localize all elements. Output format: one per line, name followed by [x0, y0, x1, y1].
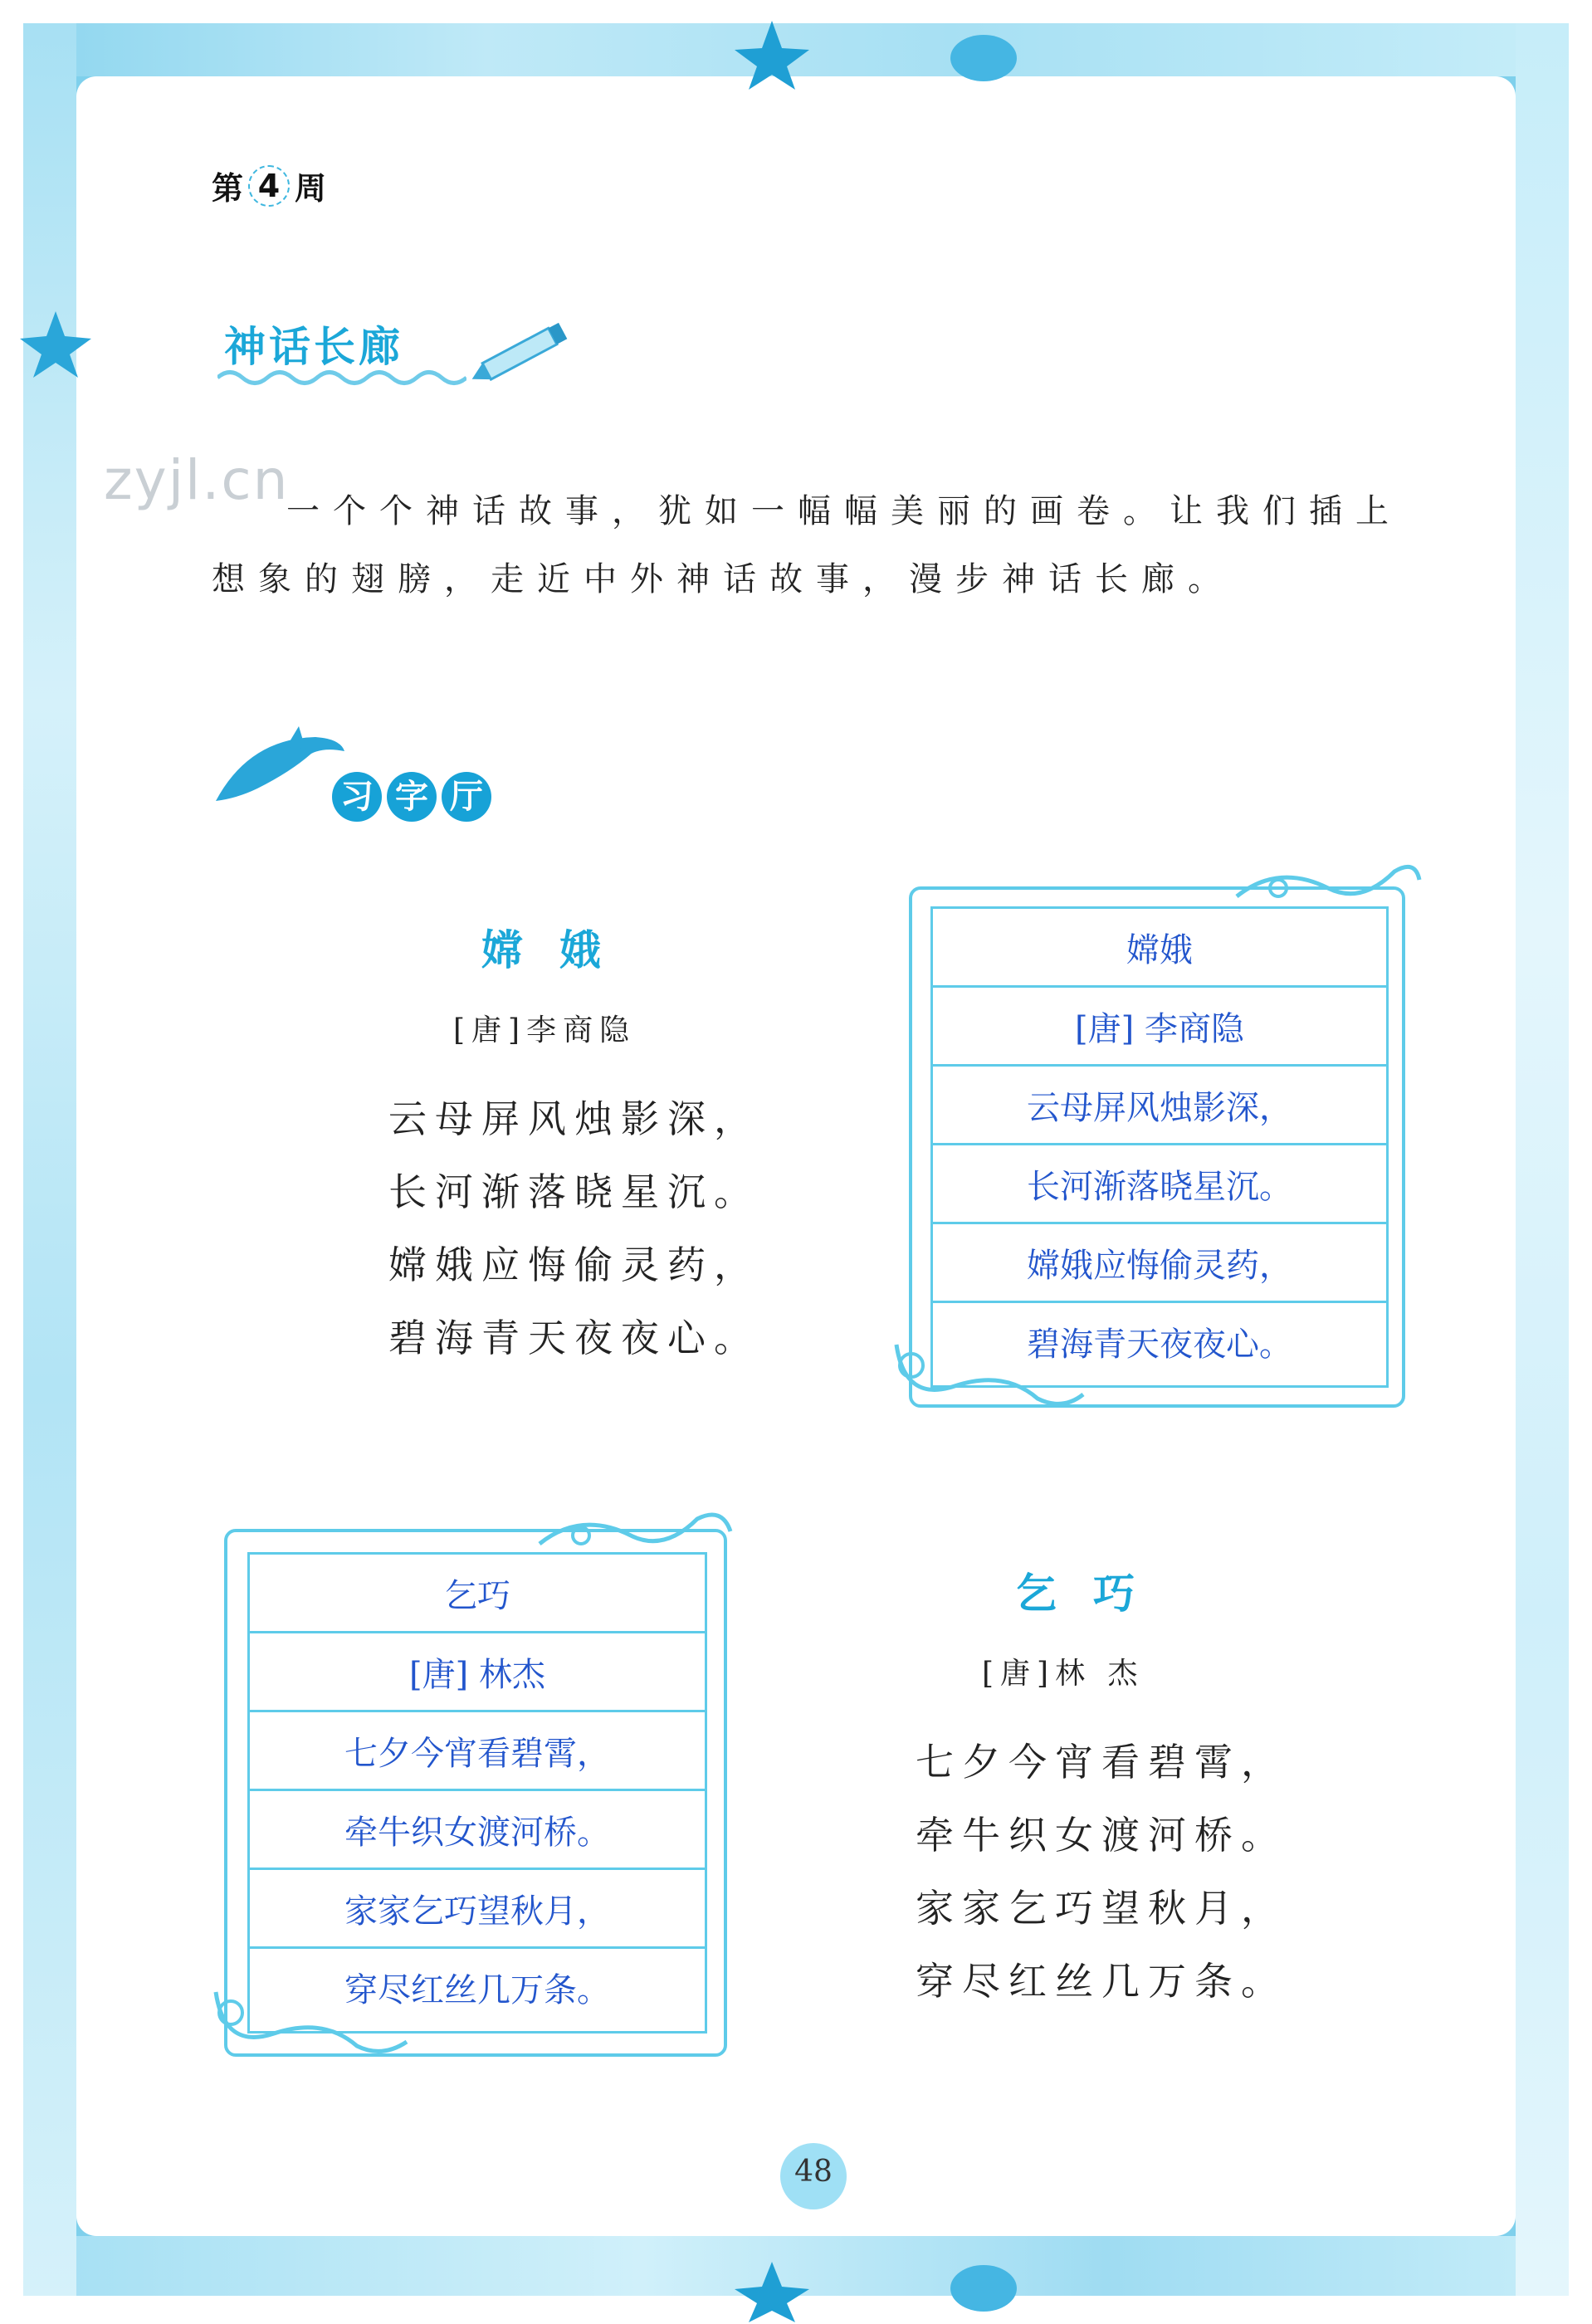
- poem-line: 穿尽红丝几万条。: [916, 1959, 1287, 2004]
- week-number: 4: [248, 165, 290, 207]
- pencil-icon: [465, 314, 581, 388]
- section-title: 神话长廊: [224, 323, 403, 371]
- starfish-left-icon: [17, 307, 95, 382]
- copy-grid: [930, 906, 1389, 1388]
- copy-row-title: 乞巧: [250, 1555, 705, 1633]
- poem-line: 长河渐落晓星沉。: [388, 1169, 760, 1214]
- starfish-bottom-icon: [730, 2258, 813, 2324]
- poem-chang-e: [388, 917, 760, 1374]
- poem-qi-qiao: [916, 1560, 1287, 2018]
- poem-line: 碧海青天夜夜心。: [388, 1316, 760, 1360]
- copy-row-line: 嫦娥应悔偷灵药，: [933, 1224, 1386, 1303]
- watermark: zyjl.cn: [104, 448, 290, 512]
- wave-underline-icon: [217, 365, 466, 390]
- poem-line: 云母屏风烛影深，: [388, 1096, 760, 1141]
- copy-row-title: 嫦娥: [933, 909, 1386, 988]
- copy-grid: [247, 1552, 707, 2034]
- copy-row-author: [唐] 李商隐: [933, 988, 1386, 1067]
- copy-row-line: 七夕今宵看碧霄，: [250, 1712, 705, 1791]
- frame-flourish-icon: [1228, 855, 1428, 913]
- copy-row-line: 碧海青天夜夜心。: [1027, 1325, 1292, 1364]
- frame-right-border: [1516, 23, 1569, 2296]
- starfish-icon: [730, 17, 813, 91]
- frame-flourish-bottom-icon-2: [208, 1975, 415, 2067]
- week-label: [212, 163, 326, 208]
- frame-flourish-bottom-icon: [888, 1328, 1087, 1419]
- copy-row-line: 云母屏风烛影深，: [933, 1067, 1386, 1145]
- practice-hall-badge: [332, 772, 491, 822]
- poem-author: [唐]李商隐: [453, 1013, 637, 1047]
- copy-row-line: 家家乞巧望秋月，: [250, 1870, 705, 1949]
- shell-icon: [946, 29, 1021, 87]
- week-suffix: 周: [295, 170, 327, 207]
- page-number: 48: [780, 2143, 847, 2209]
- poem-line: 牵牛织女渡河桥。: [916, 1813, 1287, 1858]
- frame-flourish-icon-2: [531, 1502, 739, 1569]
- intro-text: 一个个神话故事，犹如一幅幅美丽的画卷。让我们插上想象的翅膀，走近中外神话故事，漫步神话长廊。: [212, 492, 1402, 598]
- dolphin-icon: [208, 722, 349, 813]
- copy-row-line: 长河渐落晓星沉。: [933, 1145, 1386, 1224]
- intro-paragraph: [212, 477, 1432, 613]
- poem-author: [唐]林 杰: [982, 1657, 1145, 1691]
- poem-line: 家家乞巧望秋月，: [916, 1886, 1287, 1931]
- copy-row-line: 穿尽红丝几万条。: [344, 1970, 610, 2009]
- practice-hall-char-2: 字: [387, 772, 437, 822]
- copy-row-author: [唐] 林杰: [250, 1633, 705, 1712]
- poem-line: 嫦娥应悔偷灵药，: [388, 1243, 760, 1287]
- practice-hall-char-1: 习: [332, 772, 382, 822]
- practice-hall-char-3: 厅: [442, 772, 491, 822]
- week-prefix: 第: [212, 170, 244, 207]
- poem-line: 七夕今宵看碧霄，: [916, 1740, 1287, 1784]
- poem-title: 乞巧: [1015, 1569, 1171, 1618]
- copy-row-line: 牵牛织女渡河桥。: [250, 1791, 705, 1870]
- shell-bottom-icon: [946, 2259, 1021, 2317]
- poem-title: 嫦娥: [481, 925, 637, 974]
